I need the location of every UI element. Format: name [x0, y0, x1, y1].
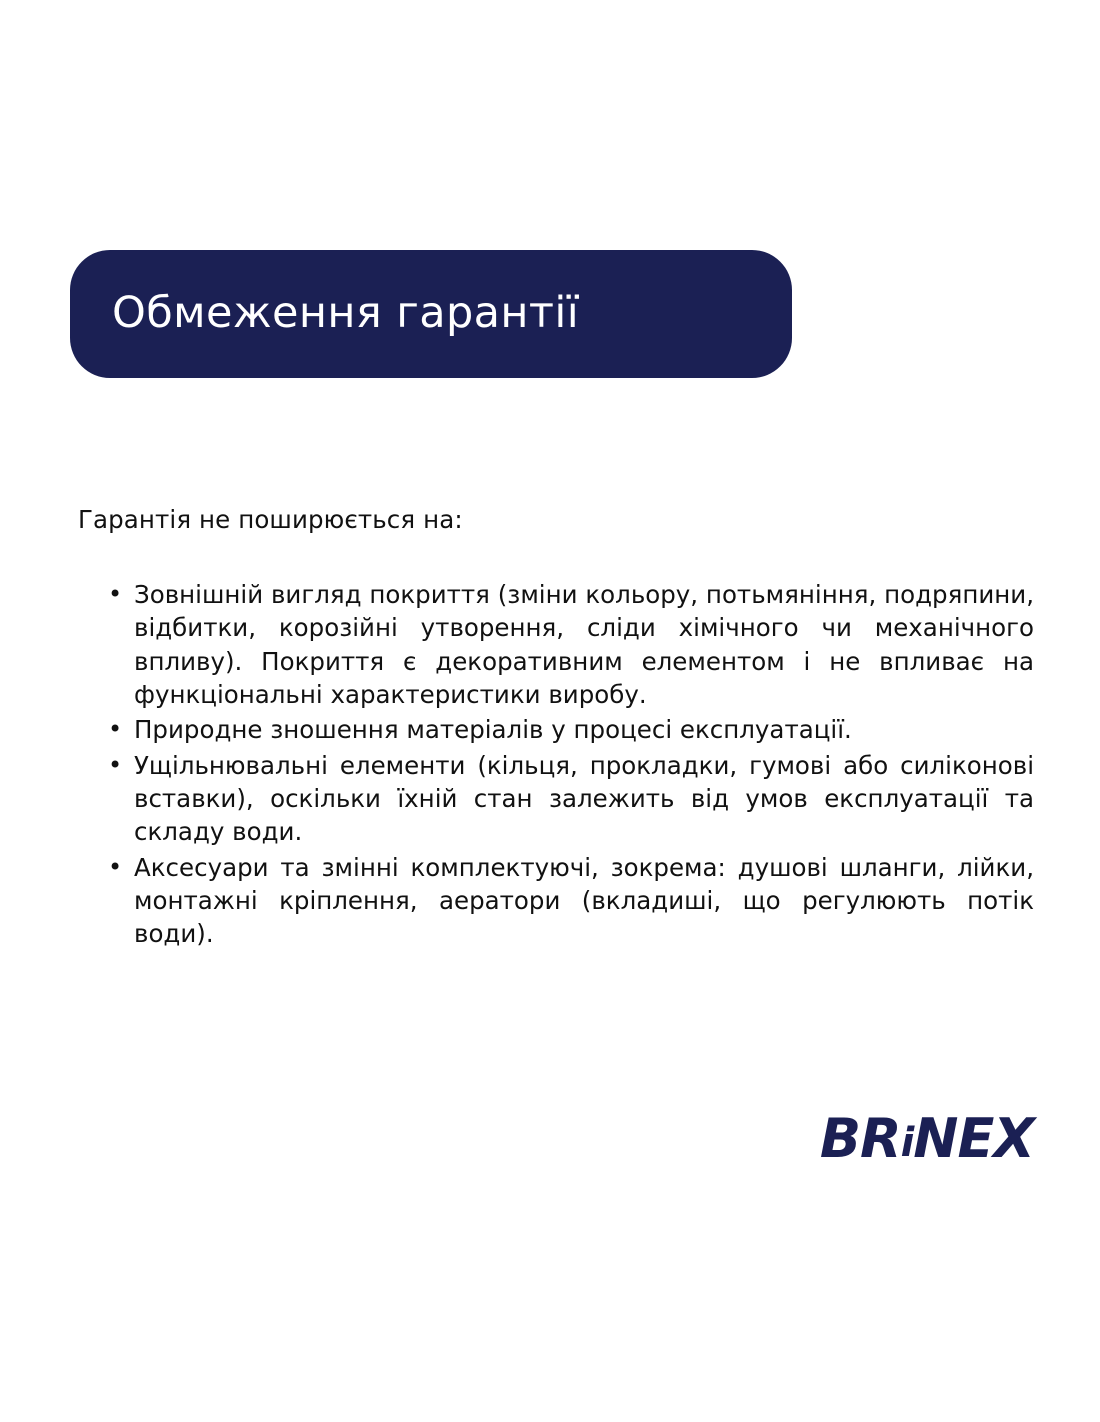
title-banner: [70, 250, 792, 378]
list-item: [134, 749, 1034, 849]
list-item: [134, 713, 1034, 746]
brinex-logo: [819, 1107, 1034, 1170]
logo-part-br: BR: [819, 1107, 901, 1170]
list-item-text: • Природне зношення матеріалів у процесі експлуатації.: [134, 715, 852, 745]
logo-part-nex: NEX: [913, 1107, 1034, 1170]
list-item-text: • Аксесуари та змінні комплектуючі, зокрема: душові шланги, лійки, монтажні кріплення, аератори (вкладиші, що регулюють потік води).: [134, 852, 1034, 949]
list-item-text: • Зовнішній вигляд покриття (зміни кольору, потьмяніння, подряпини, відбитки, корозійні утворення, сліди хімічного чи механічного впливу). Покриття є декоративним елементом і не впливає на функціональні характеристики виробу.: [134, 580, 1034, 709]
exclusions-list-wrapper: [92, 578, 1034, 952]
logo-part-i: i: [900, 1120, 914, 1166]
exclusions-list: [92, 578, 1034, 950]
intro-text: Гарантія не поширюється на:: [78, 505, 463, 534]
list-item: [134, 851, 1034, 951]
page-title: Обмеження гарантії: [112, 288, 580, 339]
list-item: [134, 578, 1034, 711]
list-item-text: • Ущільнювальні елементи (кільця, прокладки, гумові або силіконові вставки), оскільки їхній стан залежить від умов експлуатації та складу води.: [134, 750, 1034, 847]
